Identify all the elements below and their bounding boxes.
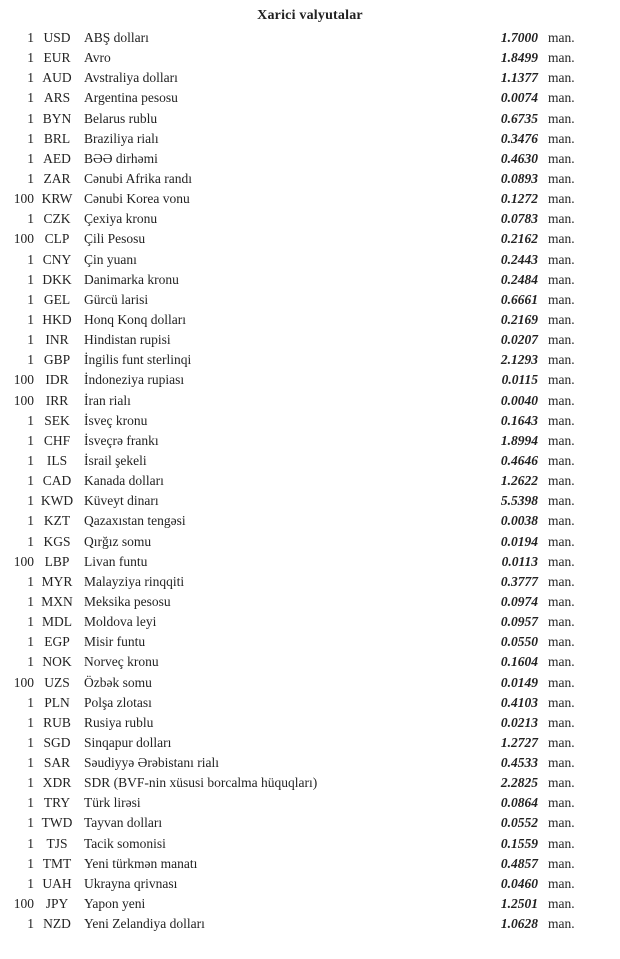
table-row bbox=[0, 270, 620, 290]
rate-value: 1.0628 bbox=[500, 916, 538, 932]
currency-name: İsrail şekeli bbox=[84, 452, 147, 468]
rate-unit: man. bbox=[548, 775, 575, 791]
table-row bbox=[0, 854, 620, 874]
currency-name: Rusiya rublu bbox=[84, 714, 154, 730]
rate-unit: man. bbox=[548, 493, 575, 509]
rate-value: 2.1293 bbox=[500, 352, 538, 368]
currency-code: DKK bbox=[42, 271, 72, 287]
currency-code: XDR bbox=[42, 775, 72, 791]
currency-code: EUR bbox=[43, 50, 71, 66]
currency-code: UZS bbox=[44, 674, 70, 690]
currency-quantity: 1 bbox=[27, 211, 34, 227]
currency-quantity: 1 bbox=[27, 755, 34, 771]
rate-unit: man. bbox=[548, 352, 575, 368]
rate-unit: man. bbox=[548, 191, 575, 207]
currency-code: NZD bbox=[43, 916, 71, 932]
rate-value: 0.1559 bbox=[500, 835, 538, 851]
currency-quantity: 1 bbox=[27, 70, 34, 86]
rate-value: 5.5398 bbox=[500, 493, 538, 509]
currency-name: Hindistan rupisi bbox=[84, 332, 171, 348]
currency-name: Meksika pesosu bbox=[84, 593, 171, 609]
rate-value: 0.0550 bbox=[500, 634, 538, 650]
currency-name: Çin yuanı bbox=[84, 251, 137, 267]
currency-quantity: 1 bbox=[27, 332, 34, 348]
table-row bbox=[0, 713, 620, 733]
currency-code: ZAR bbox=[43, 170, 71, 186]
rate-unit: man. bbox=[548, 170, 575, 186]
currency-name: Braziliya rialı bbox=[84, 130, 159, 146]
rate-unit: man. bbox=[548, 573, 575, 589]
currency-quantity: 1 bbox=[27, 775, 34, 791]
currency-name: Özbək somu bbox=[84, 674, 152, 690]
rate-unit: man. bbox=[548, 614, 575, 630]
currency-quantity: 1 bbox=[27, 473, 34, 489]
rate-unit: man. bbox=[548, 211, 575, 227]
table-row bbox=[0, 753, 620, 773]
currency-quantity: 1 bbox=[27, 614, 34, 630]
currency-code: RUB bbox=[43, 714, 71, 730]
currency-code: GEL bbox=[43, 291, 71, 307]
currency-quantity: 1 bbox=[27, 170, 34, 186]
currency-name: Belarus rublu bbox=[84, 110, 158, 126]
table-row bbox=[0, 28, 620, 48]
currency-name: Polşa zlotası bbox=[84, 694, 152, 710]
currency-name: Kanada dolları bbox=[84, 473, 164, 489]
currency-name: Livan funtu bbox=[84, 553, 148, 569]
currency-code: SAR bbox=[43, 755, 71, 771]
rate-unit: man. bbox=[548, 855, 575, 871]
rate-value: 0.0460 bbox=[500, 875, 538, 891]
table-row bbox=[0, 48, 620, 68]
rate-value: 0.1643 bbox=[500, 412, 538, 428]
currency-name: İsveç kronu bbox=[84, 412, 148, 428]
rate-value: 0.0040 bbox=[500, 392, 538, 408]
currency-code: GBP bbox=[43, 352, 71, 368]
table-row bbox=[0, 209, 620, 229]
currency-code: TRY bbox=[43, 795, 71, 811]
rate-unit: man. bbox=[548, 452, 575, 468]
currency-name: Moldova leyi bbox=[84, 614, 157, 630]
currency-code: HKD bbox=[42, 311, 72, 327]
rate-value: 0.3476 bbox=[500, 130, 538, 146]
currency-name: Gürcü larisi bbox=[84, 291, 149, 307]
rate-unit: man. bbox=[548, 815, 575, 831]
table-row bbox=[0, 169, 620, 189]
table-row bbox=[0, 491, 620, 511]
rate-unit: man. bbox=[548, 734, 575, 750]
currency-name: Yapon yeni bbox=[84, 896, 146, 912]
rate-value: 0.0552 bbox=[500, 815, 538, 831]
rate-value: 0.2443 bbox=[500, 251, 538, 267]
table-row bbox=[0, 511, 620, 531]
rate-unit: man. bbox=[548, 70, 575, 86]
table-row bbox=[0, 431, 620, 451]
rate-value: 0.4103 bbox=[500, 694, 538, 710]
rate-value: 0.0207 bbox=[500, 332, 538, 348]
currency-quantity: 1 bbox=[27, 50, 34, 66]
rate-value: 0.1272 bbox=[500, 191, 538, 207]
currency-quantity: 1 bbox=[27, 916, 34, 932]
table-row bbox=[0, 813, 620, 833]
currency-quantity: 100 bbox=[13, 674, 34, 690]
rate-unit: man. bbox=[548, 311, 575, 327]
rate-value: 0.3777 bbox=[500, 573, 538, 589]
rate-value: 0.0038 bbox=[500, 513, 538, 529]
rate-value: 0.0974 bbox=[500, 593, 538, 609]
rate-unit: man. bbox=[548, 896, 575, 912]
currency-name: Yeni Zelandiya dolları bbox=[84, 916, 205, 932]
rate-unit: man. bbox=[548, 714, 575, 730]
currency-name: Danimarka kronu bbox=[84, 271, 179, 287]
table-row bbox=[0, 632, 620, 652]
currency-code: AUD bbox=[42, 70, 72, 86]
table-row bbox=[0, 793, 620, 813]
rate-unit: man. bbox=[548, 251, 575, 267]
rate-value: 0.4533 bbox=[500, 755, 538, 771]
currency-quantity: 1 bbox=[27, 533, 34, 549]
rate-unit: man. bbox=[548, 432, 575, 448]
rate-unit: man. bbox=[548, 916, 575, 932]
table-row bbox=[0, 451, 620, 471]
currency-quantity: 1 bbox=[27, 795, 34, 811]
currency-quantity: 1 bbox=[27, 634, 34, 650]
table-row bbox=[0, 149, 620, 169]
rate-value: 1.1377 bbox=[500, 70, 538, 86]
rate-value: 0.0783 bbox=[500, 211, 538, 227]
currency-code: SGD bbox=[43, 734, 71, 750]
table-row bbox=[0, 874, 620, 894]
rate-unit: man. bbox=[548, 110, 575, 126]
currency-code: TMT bbox=[42, 855, 72, 871]
rate-unit: man. bbox=[548, 372, 575, 388]
currency-code: CAD bbox=[42, 473, 72, 489]
currency-name: İngilis funt sterlinqi bbox=[84, 352, 192, 368]
currency-code: CHF bbox=[43, 432, 71, 448]
currency-quantity: 100 bbox=[13, 231, 34, 247]
currency-name: Küveyt dinarı bbox=[84, 493, 159, 509]
currency-name: Sinqapur dolları bbox=[84, 734, 172, 750]
currency-quantity: 1 bbox=[27, 654, 34, 670]
currency-name: Avro bbox=[84, 50, 111, 66]
currency-quantity: 1 bbox=[27, 251, 34, 267]
currency-name: Qırğız somu bbox=[84, 533, 152, 549]
rate-unit: man. bbox=[548, 654, 575, 670]
table-row bbox=[0, 914, 620, 934]
currency-name: Türk lirəsi bbox=[84, 795, 141, 811]
currency-code: MXN bbox=[41, 593, 73, 609]
table-row bbox=[0, 370, 620, 390]
currency-code: CZK bbox=[43, 211, 71, 227]
rate-value: 0.0864 bbox=[500, 795, 538, 811]
currency-quantity: 1 bbox=[27, 311, 34, 327]
table-row bbox=[0, 572, 620, 592]
rate-value: 1.2501 bbox=[500, 896, 538, 912]
currency-quantity: 1 bbox=[27, 815, 34, 831]
currency-quantity: 100 bbox=[13, 553, 34, 569]
currency-code: IRR bbox=[45, 392, 69, 408]
currency-quantity: 1 bbox=[27, 714, 34, 730]
rate-unit: man. bbox=[548, 271, 575, 287]
rate-unit: man. bbox=[548, 755, 575, 771]
currency-quantity: 100 bbox=[13, 392, 34, 408]
currency-code: NOK bbox=[42, 654, 72, 670]
currency-name: İsveçrə frankı bbox=[84, 432, 159, 448]
currency-code: KZT bbox=[43, 513, 71, 529]
currency-quantity: 1 bbox=[27, 452, 34, 468]
currency-name: Yeni türkmən manatı bbox=[84, 855, 198, 871]
rate-unit: man. bbox=[548, 553, 575, 569]
currency-name: Qazaxıstan tengəsi bbox=[84, 513, 186, 529]
rate-value: 0.0113 bbox=[501, 553, 538, 569]
currency-name: Misir funtu bbox=[84, 634, 146, 650]
rate-value: 1.2622 bbox=[500, 473, 538, 489]
currency-quantity: 1 bbox=[27, 593, 34, 609]
rate-unit: man. bbox=[548, 674, 575, 690]
table-row bbox=[0, 310, 620, 330]
currency-quantity: 1 bbox=[27, 694, 34, 710]
currency-code: BRL bbox=[43, 130, 71, 146]
rate-unit: man. bbox=[548, 30, 575, 45]
table-row bbox=[0, 129, 620, 149]
table-row bbox=[0, 330, 620, 350]
rate-unit: man. bbox=[548, 412, 575, 428]
rate-unit: man. bbox=[548, 291, 575, 307]
currency-quantity: 100 bbox=[13, 372, 34, 388]
table-row bbox=[0, 552, 620, 572]
currency-quantity: 1 bbox=[27, 412, 34, 428]
rate-value: 0.4646 bbox=[500, 452, 538, 468]
currency-name: Norveç kronu bbox=[84, 654, 159, 670]
currency-code: IDR bbox=[45, 372, 69, 388]
rate-value: 0.4857 bbox=[500, 855, 538, 871]
rate-value: 0.0149 bbox=[500, 674, 538, 690]
rate-value: 0.2169 bbox=[500, 311, 538, 327]
currency-name: Ukrayna qrivnası bbox=[84, 875, 178, 891]
rate-unit: man. bbox=[548, 513, 575, 529]
rate-value: 0.2484 bbox=[500, 271, 538, 287]
currency-name: Tacik somonisi bbox=[84, 835, 166, 851]
currency-quantity: 1 bbox=[27, 513, 34, 529]
currency-code: AED bbox=[43, 150, 71, 166]
table-row bbox=[0, 612, 620, 632]
currency-quantity: 1 bbox=[27, 835, 34, 851]
rate-unit: man. bbox=[548, 835, 575, 851]
table-row bbox=[0, 592, 620, 612]
currency-code: SEK bbox=[44, 412, 70, 428]
currency-quantity: 1 bbox=[27, 130, 34, 146]
currency-quantity: 1 bbox=[27, 493, 34, 509]
currency-code: ILS bbox=[46, 452, 68, 468]
currency-code: KWD bbox=[40, 493, 74, 509]
currency-name: Səudiyyə Ərəbistanı rialı bbox=[84, 755, 219, 771]
currency-quantity: 1 bbox=[27, 150, 34, 166]
currency-name: Malayziya rinqqiti bbox=[84, 573, 185, 589]
rate-unit: man. bbox=[548, 593, 575, 609]
table-row bbox=[0, 109, 620, 129]
currency-name: Honq Konq dolları bbox=[84, 311, 186, 327]
currency-quantity: 1 bbox=[27, 271, 34, 287]
rate-unit: man. bbox=[548, 533, 575, 549]
currency-quantity: 100 bbox=[13, 896, 34, 912]
rate-unit: man. bbox=[548, 90, 575, 106]
rate-value: 2.2825 bbox=[500, 775, 538, 791]
currency-code: PLN bbox=[44, 694, 70, 710]
table-row bbox=[0, 673, 620, 693]
rate-unit: man. bbox=[548, 50, 575, 66]
rate-value: 0.1604 bbox=[500, 654, 538, 670]
currency-name: Argentina pesosu bbox=[84, 90, 178, 106]
rate-unit: man. bbox=[548, 875, 575, 891]
currency-quantity: 1 bbox=[27, 734, 34, 750]
currency-code: ARS bbox=[43, 90, 71, 106]
table-row bbox=[0, 733, 620, 753]
rate-value: 0.0194 bbox=[500, 533, 538, 549]
rate-value: 0.0213 bbox=[500, 714, 538, 730]
rate-value: 1.2727 bbox=[500, 734, 538, 750]
table-row bbox=[0, 894, 620, 914]
rate-unit: man. bbox=[548, 231, 575, 247]
currency-name: Avstraliya dolları bbox=[84, 70, 178, 86]
rate-unit: man. bbox=[548, 694, 575, 710]
currency-code: TJS bbox=[46, 835, 68, 851]
currency-quantity: 1 bbox=[27, 291, 34, 307]
table-row bbox=[0, 834, 620, 854]
currency-quantity: 1 bbox=[27, 30, 34, 45]
currency-code: KGS bbox=[43, 533, 71, 549]
rate-value: 0.0074 bbox=[500, 90, 538, 106]
currency-name: Cənubi Afrika randı bbox=[84, 170, 192, 186]
currency-quantity: 1 bbox=[27, 90, 34, 106]
table-row bbox=[0, 290, 620, 310]
rate-value: 0.0957 bbox=[500, 614, 538, 630]
rate-unit: man. bbox=[548, 150, 575, 166]
table-row bbox=[0, 391, 620, 411]
rate-value: 1.7000 bbox=[500, 30, 538, 45]
currency-code: USD bbox=[43, 30, 71, 45]
rate-value: 0.6735 bbox=[500, 110, 538, 126]
currency-table bbox=[0, 28, 620, 934]
table-row bbox=[0, 350, 620, 370]
table-row bbox=[0, 693, 620, 713]
page-title: Xarici valyutalar bbox=[257, 8, 363, 23]
table-row bbox=[0, 532, 620, 552]
currency-quantity: 1 bbox=[27, 875, 34, 891]
rate-value: 1.8994 bbox=[500, 432, 538, 448]
currency-code: EGP bbox=[44, 634, 70, 650]
table-row bbox=[0, 652, 620, 672]
rate-unit: man. bbox=[548, 130, 575, 146]
currency-name: ABŞ dolları bbox=[84, 30, 149, 45]
rate-value: 1.8499 bbox=[500, 50, 538, 66]
currency-name: İndoneziya rupiası bbox=[84, 372, 185, 388]
currency-name: BƏƏ dirhəmi bbox=[84, 150, 158, 166]
table-row bbox=[0, 88, 620, 108]
currency-code: MYR bbox=[41, 573, 73, 589]
currency-code: KRW bbox=[41, 191, 73, 207]
currency-code: JPY bbox=[45, 896, 69, 912]
currency-quantity: 100 bbox=[13, 191, 34, 207]
currency-quantity: 1 bbox=[27, 110, 34, 126]
currency-code: BYN bbox=[42, 110, 72, 126]
currency-code: CLP bbox=[44, 231, 70, 247]
rate-unit: man. bbox=[548, 332, 575, 348]
currency-name: Cənubi Korea vonu bbox=[84, 191, 190, 207]
currency-quantity: 1 bbox=[27, 855, 34, 871]
rate-value: 0.2162 bbox=[500, 231, 538, 247]
currency-code: INR bbox=[45, 332, 69, 348]
currency-quantity: 1 bbox=[27, 352, 34, 368]
rate-unit: man. bbox=[548, 795, 575, 811]
rate-value: 0.6661 bbox=[500, 291, 538, 307]
table-row bbox=[0, 411, 620, 431]
currency-quantity: 1 bbox=[27, 432, 34, 448]
currency-name: Çexiya kronu bbox=[84, 211, 158, 227]
table-row bbox=[0, 250, 620, 270]
table-row bbox=[0, 189, 620, 209]
currency-code: UAH bbox=[42, 875, 72, 891]
currency-code: LBP bbox=[44, 553, 70, 569]
rate-unit: man. bbox=[548, 392, 575, 408]
rate-unit: man. bbox=[548, 634, 575, 650]
currency-name: Tayvan dolları bbox=[84, 815, 163, 831]
currency-name: Çili Pesosu bbox=[84, 231, 146, 247]
rate-unit: man. bbox=[548, 473, 575, 489]
rate-value: 0.4630 bbox=[500, 150, 538, 166]
rate-value: 0.0115 bbox=[501, 372, 538, 388]
currency-quantity: 1 bbox=[27, 573, 34, 589]
currency-code: TWD bbox=[41, 815, 73, 831]
table-row bbox=[0, 68, 620, 88]
table-row bbox=[0, 471, 620, 491]
currency-name: İran rialı bbox=[84, 392, 131, 408]
currency-code: MDL bbox=[42, 614, 72, 630]
table-row bbox=[0, 773, 620, 793]
table-row bbox=[0, 229, 620, 249]
currency-name: SDR (BVF-nin xüsusi borcalma hüquqları) bbox=[84, 775, 318, 791]
currency-code: CNY bbox=[42, 251, 72, 267]
rate-value: 0.0893 bbox=[500, 170, 538, 186]
